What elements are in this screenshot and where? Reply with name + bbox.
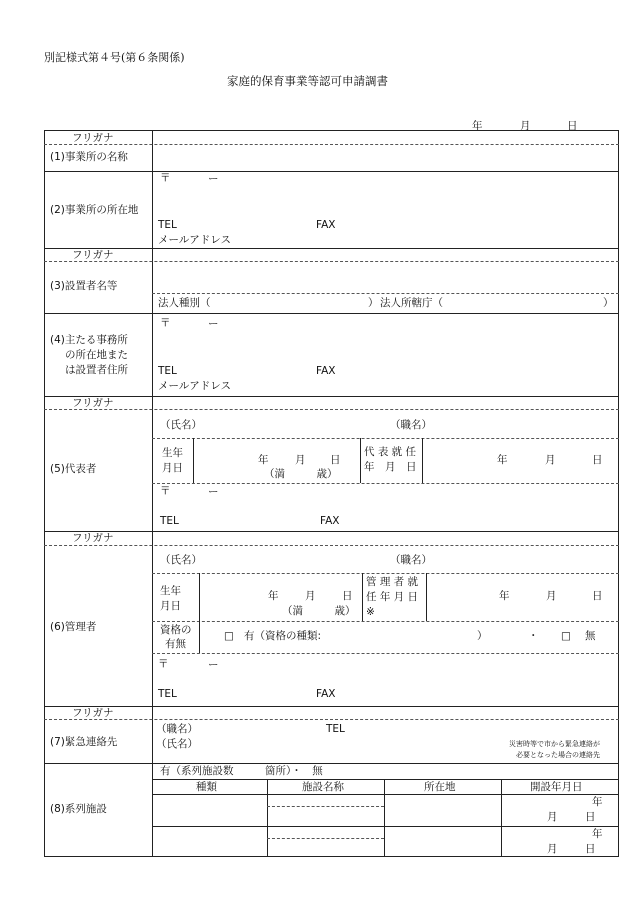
mgr-qual-label-line1: 資格の	[160, 624, 192, 636]
fax-label-2: FAX	[316, 219, 336, 231]
postal-dash-4: ー	[208, 318, 219, 330]
emergency-note-line2: 必要となった場合の連絡先	[516, 751, 600, 759]
emergency-tel-label: TEL	[326, 723, 345, 735]
section-7-label: (7)緊急連絡先	[50, 736, 118, 748]
mgr-birth-label-line2: 月日	[160, 600, 181, 612]
postal-mark-2: 〒	[160, 172, 171, 184]
page-title: 家庭的保育事業等認可申請調書	[227, 74, 388, 88]
postal-dash-2: ー	[208, 173, 219, 185]
mgr-appoint-month: 月	[546, 590, 557, 602]
furigana-label-5: フリガナ	[72, 397, 114, 409]
section-6-label: (6)管理者	[50, 621, 97, 633]
affiliated-row2-year: 年	[592, 828, 603, 840]
email-label-2: メールアドレス	[158, 234, 231, 246]
affiliated-row1-month: 月	[547, 811, 558, 823]
mgr-qual-label-line2: 有無	[165, 638, 186, 650]
postal-dash-6: ー	[208, 659, 219, 671]
affiliated-row2-month: 月	[547, 843, 558, 855]
furigana-label-7: フリガナ	[72, 707, 114, 719]
fax-label-5: FAX	[320, 515, 340, 527]
tel-label-6: TEL	[158, 688, 177, 700]
qual-has-close: ）	[477, 630, 488, 642]
emergency-note-line1: 災害時等で市から緊急連絡が	[509, 740, 600, 748]
affiliated-row2-day: 日	[585, 843, 596, 855]
date-month: 月	[520, 120, 531, 132]
qual-separator-dot: ・	[528, 630, 539, 642]
authority-label: 法人所轄庁（	[380, 297, 443, 309]
authority-close: ）	[603, 297, 614, 309]
email-label-4: メールアドレス	[158, 380, 231, 392]
mgr-post-label: （職名）	[390, 554, 432, 566]
affiliated-row1-day: 日	[585, 811, 596, 823]
qual-has-label: 有（資格の種類:	[244, 630, 322, 642]
mgr-appoint-label-line1: 管 理 者 就	[366, 576, 419, 588]
mgr-birth-year: 年	[268, 590, 279, 602]
section-4-label-line1: (4)主たる事務所	[50, 334, 128, 346]
mgr-name-label: （氏名）	[160, 554, 202, 566]
affiliated-header-type: 種類	[196, 781, 217, 793]
rep-birth-day: 日	[330, 454, 341, 466]
postal-mark-4: 〒	[160, 317, 171, 329]
rep-appoint-year: 年	[497, 454, 508, 466]
postal-dash-5: ー	[208, 486, 219, 498]
rep-birth-label-line1: 生年	[162, 447, 183, 459]
emergency-post-label: （職名）	[156, 723, 198, 735]
section-8-label: (8)系列施設	[50, 803, 107, 815]
mgr-appoint-year: 年	[499, 590, 510, 602]
section-4-label-line2: の所在地また	[65, 349, 128, 361]
affiliated-header-address: 所在地	[424, 781, 456, 793]
mgr-appoint-note: ※	[366, 606, 375, 618]
label-column-divider	[152, 130, 153, 857]
rep-appoint-label-line1: 代 表 就 任	[364, 446, 417, 458]
corp-type-close: ）	[368, 297, 379, 309]
rep-name-label: （氏名）	[160, 419, 202, 431]
mgr-birth-day: 日	[342, 590, 353, 602]
mgr-appoint-day: 日	[592, 590, 603, 602]
postal-mark-6: 〒	[158, 658, 169, 670]
rep-birth-month: 月	[295, 454, 306, 466]
section-5-label: (5)代表者	[50, 463, 97, 475]
mgr-appoint-label-line2: 任 年 月 日	[366, 591, 419, 603]
mgr-birth-label-line1: 生年	[160, 585, 181, 597]
mgr-age: （満 歳）	[282, 605, 356, 617]
form-number: 別記様式第４号(第６条関係)	[44, 51, 185, 64]
qual-none-checkbox[interactable]: □	[561, 630, 571, 642]
furigana-label-1: フリガナ	[72, 132, 114, 144]
tel-label-5: TEL	[160, 515, 179, 527]
emergency-name-label: （氏名）	[156, 738, 198, 750]
affiliated-header-opened: 開設年月日	[530, 781, 583, 793]
rep-age: （満 歳）	[264, 468, 338, 480]
furigana-label-3: フリガナ	[72, 249, 114, 261]
affiliated-row1-year: 年	[592, 796, 603, 808]
section-3-label: (3)設置者名等	[50, 280, 118, 292]
section-1-label: (1)事業所の名称	[50, 151, 128, 163]
date-day: 日	[567, 120, 578, 132]
mgr-birth-month: 月	[305, 590, 316, 602]
rep-birth-label-line2: 月日	[162, 462, 183, 474]
tel-label-4: TEL	[158, 365, 177, 377]
postal-mark-5: 〒	[160, 485, 171, 497]
affiliated-header-name: 施設名称	[302, 781, 344, 793]
fax-label-6: FAX	[316, 688, 336, 700]
section-2-label: (2)事業所の所在地	[50, 204, 139, 216]
fax-label-4: FAX	[316, 365, 336, 377]
furigana-label-6: フリガナ	[72, 532, 114, 544]
qual-none-label: 無	[585, 630, 596, 642]
rep-appoint-label-line2: 年 月 日	[364, 461, 417, 473]
affiliated-count-line: 有（系列施設数 箇所）・ 無	[160, 765, 323, 777]
qual-has-checkbox[interactable]: □	[224, 630, 234, 642]
section-4-label-line3: は設置者住所	[65, 364, 128, 376]
rep-birth-year: 年	[258, 454, 269, 466]
corp-type-label: 法人種別（	[158, 297, 211, 309]
rep-appoint-month: 月	[545, 454, 556, 466]
tel-label-2: TEL	[158, 219, 177, 231]
rep-appoint-day: 日	[592, 454, 603, 466]
date-year: 年	[472, 120, 483, 132]
rep-post-label: （職名）	[390, 419, 432, 431]
